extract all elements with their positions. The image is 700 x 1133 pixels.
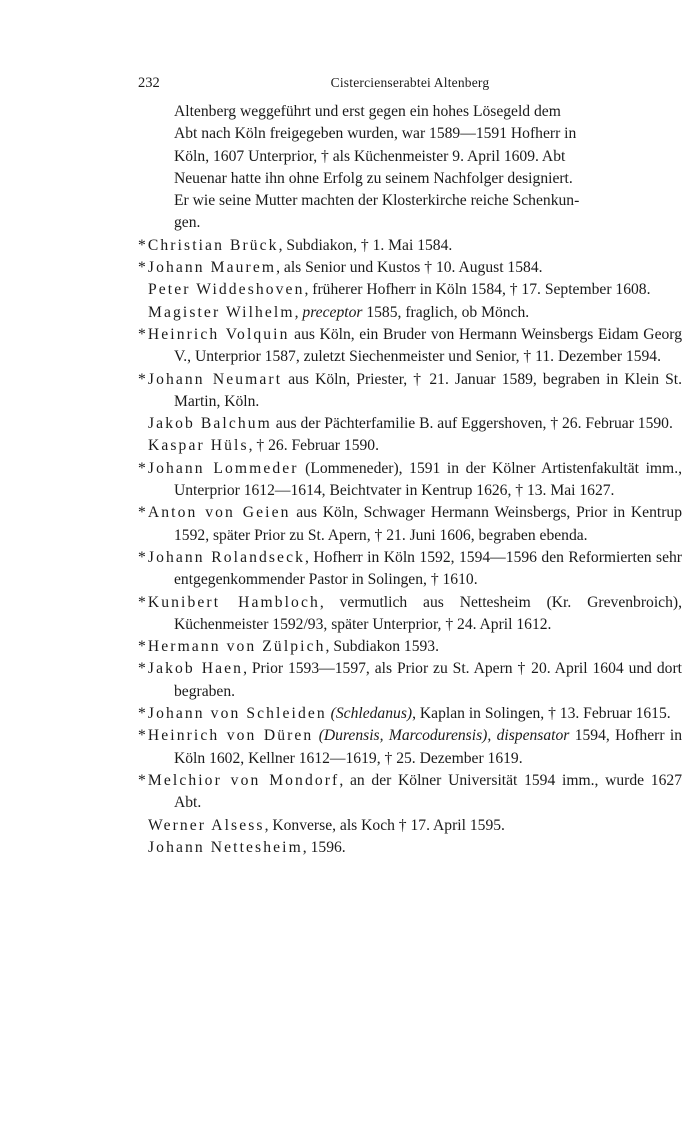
entry-italic-text: (Schledanus) (330, 705, 413, 723)
monk-entry (138, 547, 682, 592)
entry-text: , vermutlich aus Nettesheim (Kr. Grevenbroich), Küchenmeister 1592/93, später Unterprior, † 24. April 1612. (174, 593, 682, 633)
continuation-line: Altenberg weggeführt und erst gegen ein hohes Lösegeld dem (174, 103, 561, 120)
entry-text: aus Köln, Schwager Hermann Weinsbergs, Prior in Kentrup 1592, später Prior zu St. Apern, † 21. Juni 1606, begraben ebenda. (174, 504, 682, 544)
continuation-line: gen. (174, 214, 201, 232)
entry-text: , Prior 1593—1597, als Prior zu St. Apern † 20. April 1604 und dort begraben. (174, 660, 682, 700)
monk-name: *Christian Brück (138, 236, 279, 254)
monk-entry (138, 324, 682, 369)
monk-entry (138, 279, 682, 301)
monk-name: *Johann Lommeder (138, 459, 299, 477)
entry-text: (Lommeneder), 1591 in der Kölner Artistenfakultät imm., Unterprior 1612—1614, Beichtvater in Kentrup 1626, † 13. Mai 1627. (174, 459, 682, 500)
monk-entry (138, 413, 682, 435)
entry-text: aus Köln, ein Bruder von Hermann Weinsbergs Eidam Georg V., Unterprior 1587, zuletzt Siechenmeister und Senior, † 11. Dezember 1594. (174, 325, 682, 366)
monk-name: *Anton von Geien (138, 504, 291, 522)
monk-name: Kaspar Hüls (148, 437, 249, 455)
entry-text: aus Köln, Priester, † 21. Januar 1589, begraben in Klein St. Martin, Köln. (174, 370, 682, 410)
monk-entry (138, 770, 682, 815)
monk-name: *Melchior von Mondorf (138, 771, 340, 789)
continuation-paragraph (138, 101, 682, 235)
entry-text: 1594, Hofherr in Köln 1602, Kellner 1612—1619, † 25. Dezember 1619. (174, 727, 682, 767)
monk-entry (138, 725, 682, 770)
monk-name: Werner Alsess (148, 816, 265, 834)
page-body (138, 101, 682, 859)
entry-text: , früherer Hofherr in Köln 1584, † 17. September 1608. (304, 281, 651, 299)
monk-entry (138, 502, 682, 547)
monk-name: *Johann Maurem (138, 259, 277, 277)
entry-text: 1585, fraglich, ob Mönch. (362, 303, 530, 321)
monk-name: *Heinrich Volquin (138, 325, 290, 343)
entry-italic-text: preceptor (302, 303, 363, 321)
continuation-line: Neuenar hatte ihn ohne Erfolg zu seinem Nachfolger designiert. (174, 169, 573, 187)
monk-entry (138, 435, 682, 457)
monk-entry (138, 257, 682, 279)
entry-text: , Konverse, als Koch † 17. April 1595. (264, 816, 505, 834)
entry-text: , an der Kölner Universität 1594 imm., wurde 1627 Abt. (174, 771, 682, 812)
entry-text: , Hofherr in Köln 1592, 1594—1596 den Reformierten sehr entgegenkommender Pastor in Solingen, † 1610. (174, 548, 682, 589)
monk-name: *Johann Neumart (138, 370, 283, 388)
monk-name: Jakob Balchum (148, 415, 272, 433)
continuation-line: Er wie seine Mutter machten der Klosterkirche reiche Schenkun- (174, 192, 580, 210)
monk-name: *Jakob Haen (138, 660, 244, 678)
continuation-line: Abt nach Köln freigegeben wurden, war 1589—1591 Hofherr in (174, 125, 577, 143)
monk-entry (138, 302, 682, 324)
entry-italic-text: (Durensis, Marcodurensis), dispensator (318, 727, 570, 745)
entry-text: , Subdiakon, † 1. Mai 1584. (278, 236, 453, 254)
monk-entry (138, 458, 682, 503)
monk-name: Peter Widdeshoven (148, 281, 305, 299)
entry-text: aus der Pächterfamilie B. auf Eggershoven, † 26. Februar 1590. (271, 415, 673, 433)
entry-text: , als Senior und Kustos † 10. August 1584. (276, 259, 543, 277)
monk-name: Magister Wilhelm (148, 303, 295, 321)
entry-text: , Kaplan in Solingen, † 13. Februar 1615. (412, 705, 671, 723)
page-number: 232 (138, 75, 160, 91)
continuation-line: Köln, 1607 Unterprior, † als Küchenmeister 9. April 1609. Abt (174, 147, 566, 165)
monk-entry (138, 703, 682, 725)
monk-entry (138, 235, 682, 257)
entry-text: , † 26. Februar 1590. (248, 437, 379, 455)
monk-entry (138, 815, 682, 837)
entry-text: , Subdiakon 1593. (325, 638, 440, 656)
monk-name: *Hermann von Zülpich (138, 638, 326, 656)
monk-entry (138, 636, 682, 658)
entry-text: , (294, 303, 303, 321)
monk-entry (138, 658, 682, 703)
monk-entry (138, 837, 682, 859)
monk-name: *Johann von Schleiden (138, 705, 327, 723)
monk-entry (138, 369, 682, 414)
monk-name: *Johann Rolandseck (138, 548, 305, 566)
page-header (138, 73, 682, 93)
entry-text: , 1596. (302, 838, 346, 856)
monk-name: *Kunibert Hambloch (138, 593, 320, 611)
running-title: Cistercienserabtei Altenberg (330, 75, 490, 90)
monk-entry (138, 592, 682, 637)
monk-name: *Heinrich von Düren (138, 727, 314, 745)
monk-name: Johann Nettesheim (148, 838, 303, 856)
